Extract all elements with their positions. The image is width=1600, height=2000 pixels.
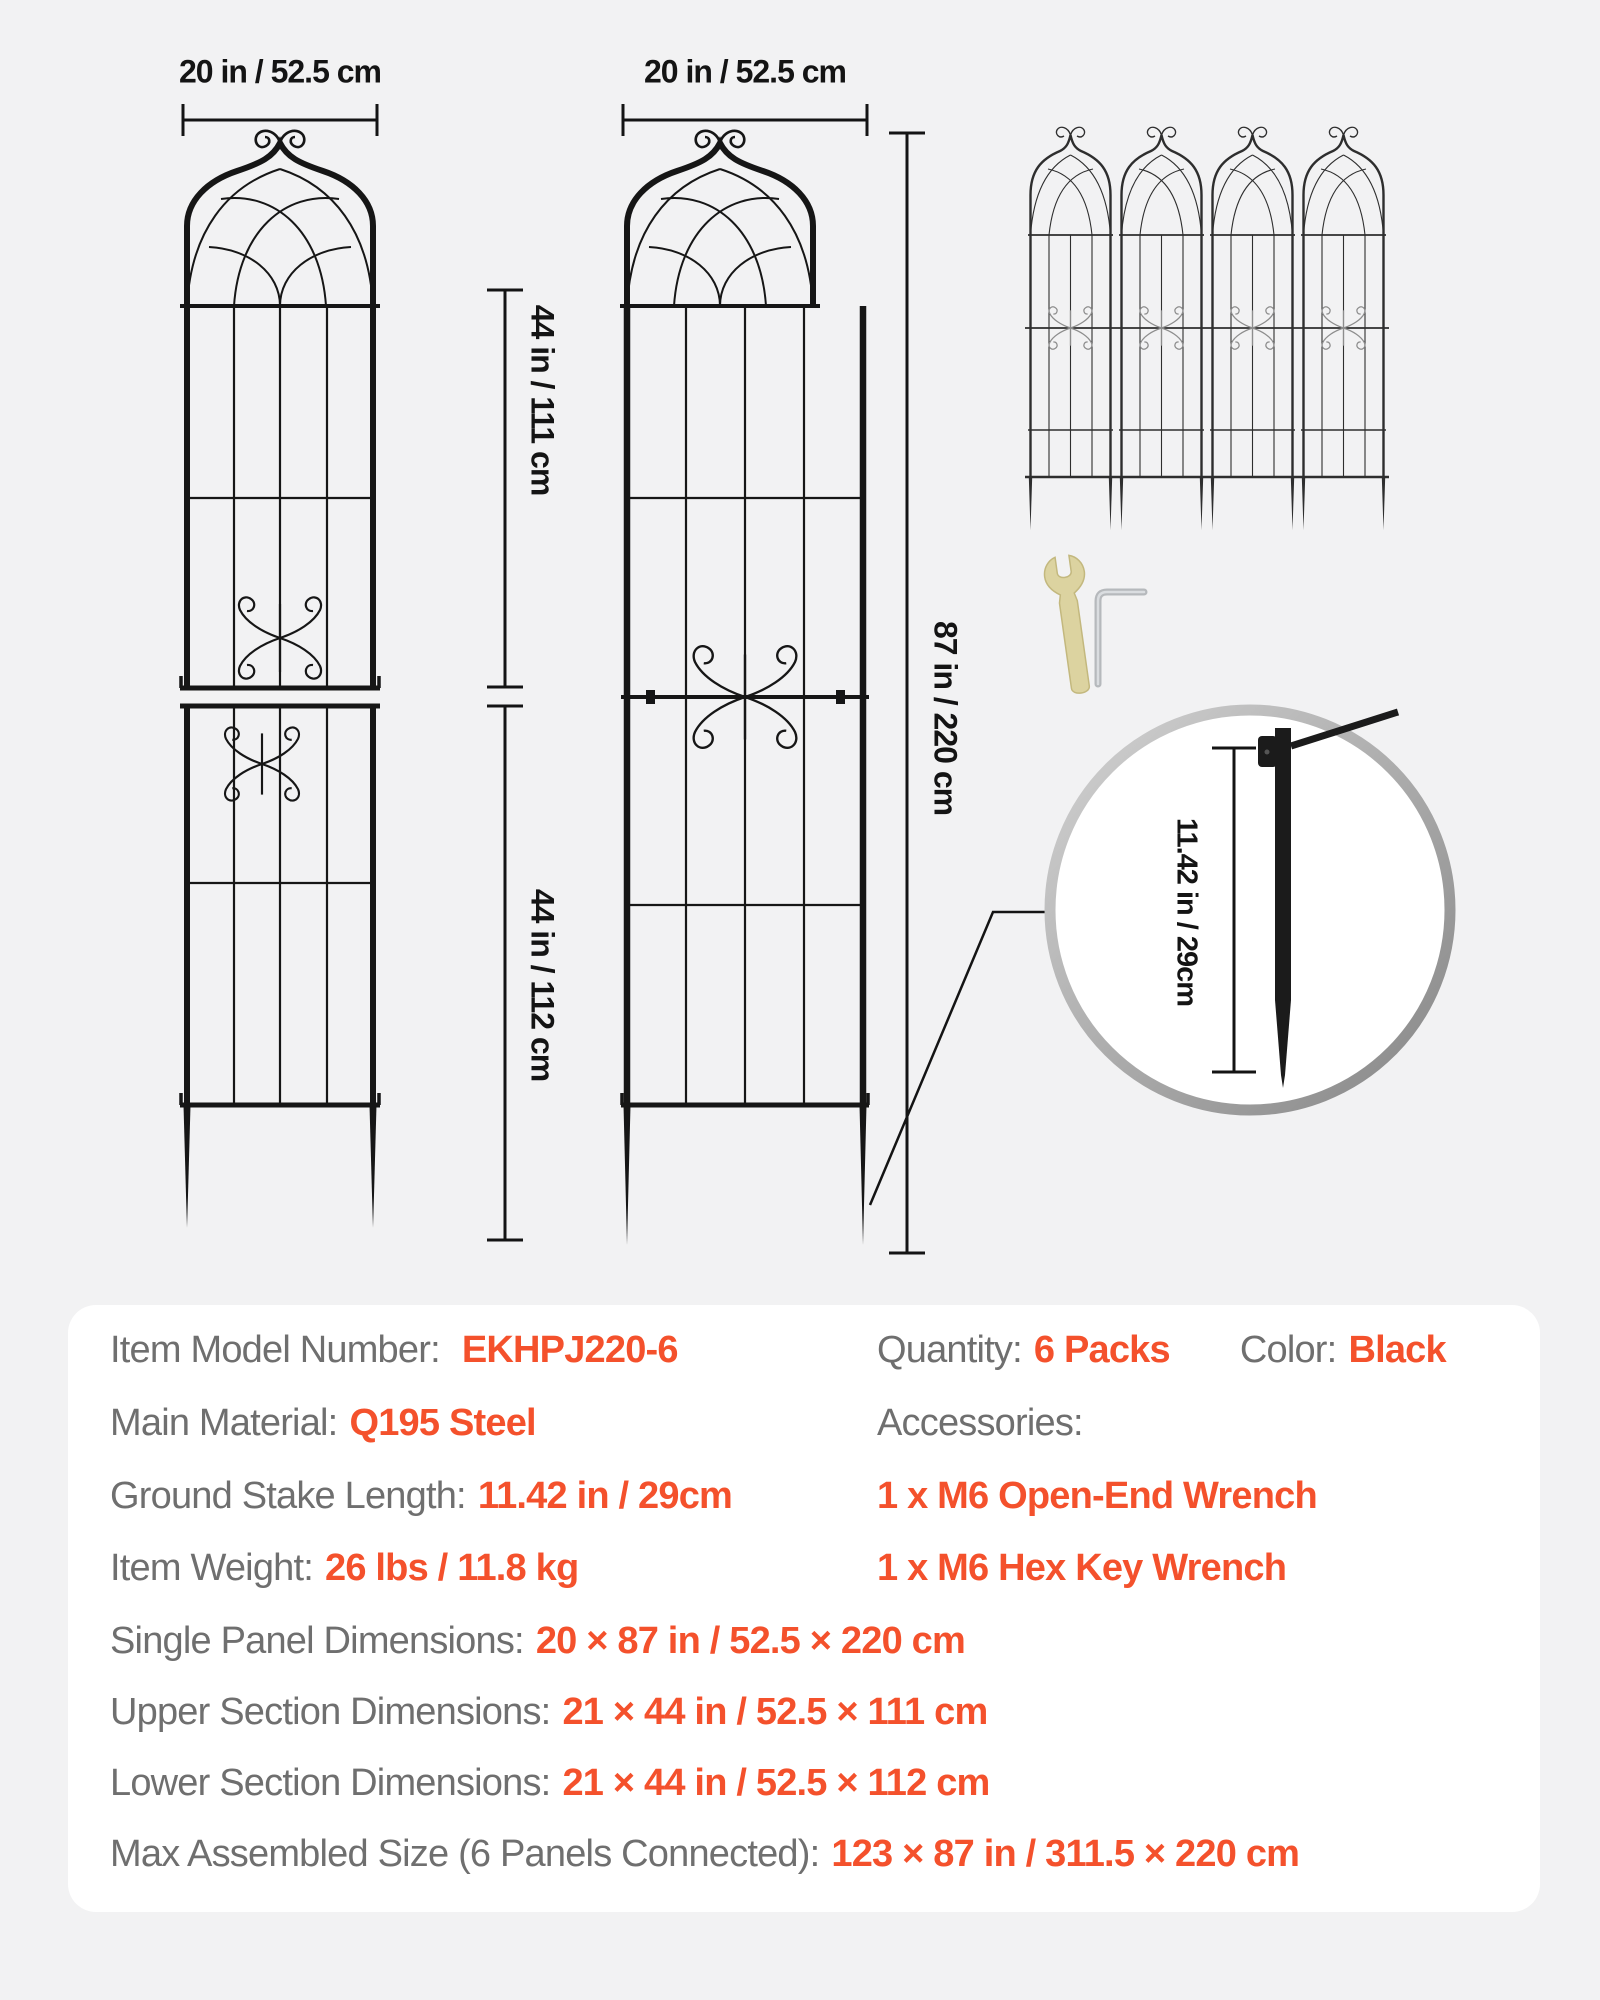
leader-line	[870, 912, 1046, 1205]
spec-row-model	[110, 1329, 678, 1372]
lower-height-label: 44 in / 112 cm	[524, 888, 561, 1082]
spec-row-accessories	[877, 1402, 1083, 1445]
left-trellis-upper-section	[180, 131, 380, 688]
left-width-label: 20 in / 52.5 cm	[178, 53, 382, 90]
right-width-dimension-line	[623, 104, 867, 136]
stake-detail-circle	[1050, 710, 1450, 1110]
left-trellis-lower-section	[180, 706, 380, 1228]
right-width-label: 20 in / 52.5 cm	[643, 53, 847, 90]
upper-section-dimension-line	[487, 290, 523, 687]
right-trellis-panel	[620, 131, 869, 1245]
hex-key-icon	[1098, 592, 1144, 684]
spec-label: Quantity:	[877, 1329, 1022, 1371]
spec-label: Lower Section Dimensions:	[110, 1762, 551, 1804]
spec-label: Color:	[1239, 1329, 1337, 1371]
spec-value: 11.42 in / 29cm	[477, 1475, 733, 1517]
spec-row-single-panel	[110, 1620, 965, 1663]
spec-value: 21 × 44 in / 52.5 × 111 cm	[562, 1691, 988, 1733]
total-height-label: 87 in / 220 cm	[927, 620, 964, 816]
spec-label: Max Assembled Size (6 Panels Connected):	[110, 1833, 820, 1875]
spec-value: 1 x M6 Hex Key Wrench	[877, 1547, 1287, 1589]
spec-label: Item Weight:	[110, 1547, 313, 1589]
spec-value: 123 × 87 in / 311.5 × 220 cm	[831, 1833, 1300, 1875]
spec-label: Main Material:	[110, 1402, 338, 1444]
left-width-dimension-line	[183, 104, 377, 136]
spec-row-stake-length	[110, 1475, 732, 1518]
spec-row-max-assembled	[110, 1833, 1299, 1876]
upper-height-label: 44 in / 111 cm	[524, 304, 561, 496]
spec-value: 6 Packs	[1033, 1329, 1170, 1371]
spec-value: 20 × 87 in / 52.5 × 220 cm	[535, 1620, 966, 1662]
spec-row-weight	[110, 1547, 578, 1590]
spec-row-material	[110, 1402, 536, 1445]
spec-value: 21 × 44 in / 52.5 × 112 cm	[562, 1762, 990, 1804]
spec-panel	[68, 1305, 1540, 1912]
spec-row-hex-key	[877, 1547, 1286, 1590]
spec-row-wrench	[877, 1475, 1317, 1518]
stake-length-label: 11.42 in / 29cm	[1170, 817, 1203, 1007]
spec-label: Item Model Number:	[110, 1329, 440, 1371]
spec-label: Single Panel Dimensions:	[110, 1620, 524, 1662]
spec-value: Black	[1348, 1329, 1446, 1371]
spec-label: Accessories:	[877, 1402, 1083, 1444]
spec-row-upper-section	[110, 1691, 987, 1734]
lower-section-dimension-line	[487, 706, 523, 1240]
spec-value: EKHPJ220-6	[461, 1329, 678, 1371]
connected-panels-group	[1025, 127, 1389, 530]
spec-row-quantity-color	[877, 1329, 1446, 1372]
spec-label: Upper Section Dimensions:	[110, 1691, 551, 1733]
spec-row-lower-section	[110, 1762, 990, 1805]
open-end-wrench-icon	[1042, 554, 1101, 696]
spec-label: Ground Stake Length:	[110, 1475, 466, 1517]
spec-value: 1 x M6 Open-End Wrench	[877, 1475, 1317, 1517]
spec-value: 26 lbs / 11.8 kg	[325, 1547, 579, 1589]
spec-value: Q195 Steel	[349, 1402, 536, 1444]
